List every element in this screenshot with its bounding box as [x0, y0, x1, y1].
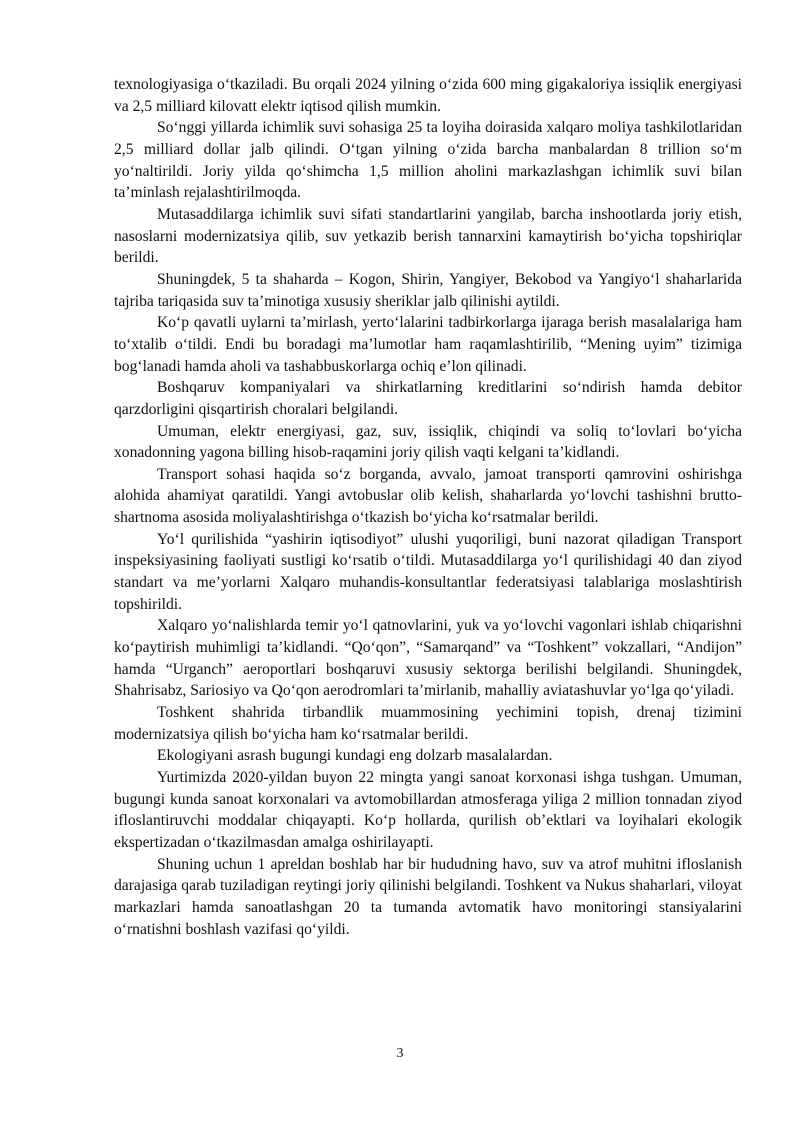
paragraph-industrial-pollution: Yurtimizda 2020-yildan buyon 22 mingta yangi sanoat korxonasi ishga tushgan. Umuman, bugungi kunda sanoat korxonalari va avtomobillardan atmosferaga yiliga 2 million tonnadan ziyod ifloslantiruvchi moddalar chiqayapti. Ko‘p hollarda, qurilish ob’ektlari va loyihalari ekologik ekspertizadan o‘tkazilmasdan amalga oshirilayapti. [114, 769, 742, 851]
paragraph-apartment-buildings: Ko‘p qavatli uylarni ta’mirlash, yerto‘lalarini tadbirkorlarga ijaraga berish masalalariga ham to‘xtalib o‘tildi. Endi bu boradagi ma’lumotlar ham raqamlashtirilib, “Mening uyim” tizimiga bog‘lanadi hamda aholi va tashabbuskorlarga ochiq e’lon qilinadi. [114, 314, 742, 375]
document-body [114, 74, 742, 940]
paragraph-ecology-intro: Ekologiyani asrash bugungi kundagi eng dolzarb masalalardan. [157, 747, 553, 765]
paragraph-continuation: texnologiyasiga o‘tkaziladi. Bu orqali 2024 yilning o‘zida 600 ming gigakaloriya issiqlik energiyasi va 2,5 milliard kilovatt elektr iqtisod qilish mumkin. [114, 76, 742, 115]
paragraph-road-construction: Yo‘l qurilishida “yashirin iqtisodiyot” ulushi yuqoriligi, buni nazorat qiladigan Transport inspeksiyasining faoliyati sustligi ko‘rsatib o‘tildi. Mutasaddilarga yo‘l qurilishidagi 40 dan ziyod standart va me’yorlarni Xalqaro muhandis-konsultantlar federatsiyasi talablariga moslashtirish topshirildi. [114, 530, 742, 613]
page-number: 3 [396, 1046, 404, 1061]
paragraph-public-transport: Transport sohasi haqida so‘z borganda, avvalo, jamoat transporti qamrovini oshirishga alohida ahamiyat qaratildi. Yangi avtobuslar olib kelish, shaharlarda yo‘lovchi tashishni brutto-shartnoma asosida moliyalashtirishga o‘tkazish bo‘yicha ko‘rsatmalar berildi. [114, 465, 742, 527]
paragraph-drinking-water-funding: So‘nggi yillarda ichimlik suvi sohasiga 25 ta loyiha doirasida xalqaro moliya tashkilotlaridan 2,5 milliard dollar jalb qilindi. O‘tgan yilning o‘zida barcha manbalardan 8 trillion so‘m yo‘naltirildi. Joriy yilda qo‘shimcha 1,5 million aholini markazlashgan ichimlik suvi bilan ta’minlash rejalashtirilmoqda. [114, 119, 742, 202]
paragraph-unified-billing: Umuman, elektr energiyasi, gaz, suv, issiqlik, chiqindi va soliq to‘lovlari bo‘yicha xonadonning yagona billing hisob-raqamini joriy qilish vaqti kelgani ta’kidlandi. [114, 422, 742, 462]
paragraph-water-standards: Mutasaddilarga ichimlik suvi sifati standartlarini yangilab, barcha inshootlarda joriy etish, nasoslarni modernizatsiya qilib, suv yetkazib berish tannarxini kamaytirish bo‘yicha topshiriqlar berildi. [114, 205, 742, 267]
paragraph-tashkent-traffic: Toshkent shahrida tirbandlik muammosining yechimini topish, drenaj tizimini modernizatsiya qilish bo‘yicha ham ko‘rsatmalar berildi. [114, 704, 742, 743]
paragraph-private-partners: Shuningdek, 5 ta shaharda – Kogon, Shirin, Yangiyer, Bekobod va Yangiyo‘l shaharlarida tajriba tariqasida suv ta’minotiga xususiy sheriklar jalb qilinishi aytildi. [114, 270, 742, 310]
paragraph-railways-airports: Xalqaro yo‘nalishlarda temir yo‘l qatnovlarini, yuk va yo‘lovchi vagonlari ishlab chiqarishni ko‘paytirish muhimligi ta’kidlandi. “Qo‘qon”, “Samarqand” va “Toshkent” vokzallari, “Andijon” hamda “Urganch” aeroportlari boshqaruvi xususiy sektorga berilishi belgilandi. Shuningdek, Shahrisabz, Sariosiyo va Qo‘qon aerodromlari ta’mirlanib, mahalliy aviatashuvlar yo‘lga qo‘yiladi. [114, 617, 742, 700]
paragraph-management-companies: Boshqaruv kompaniyalari va shirkatlarning kreditlarini so‘ndirish hamda debitor qarzdorligini qisqartirish choralari belgilandi. [114, 379, 742, 418]
paragraph-pollution-rating: Shuning uchun 1 apreldan boshlab har bir hududning havo, suv va atrof muhitni ifloslanish darajasiga qarab tuziladigan reytingi joriy qilinishi belgilandi. Toshkent va Nukus shaharlari, viloyat markazlari hamda sanoatlashgan 20 ta tumanda avtomatik havo monitoringi stansiyalarini o‘rnatishni boshlash vazifasi qo‘yildi. [114, 855, 742, 938]
